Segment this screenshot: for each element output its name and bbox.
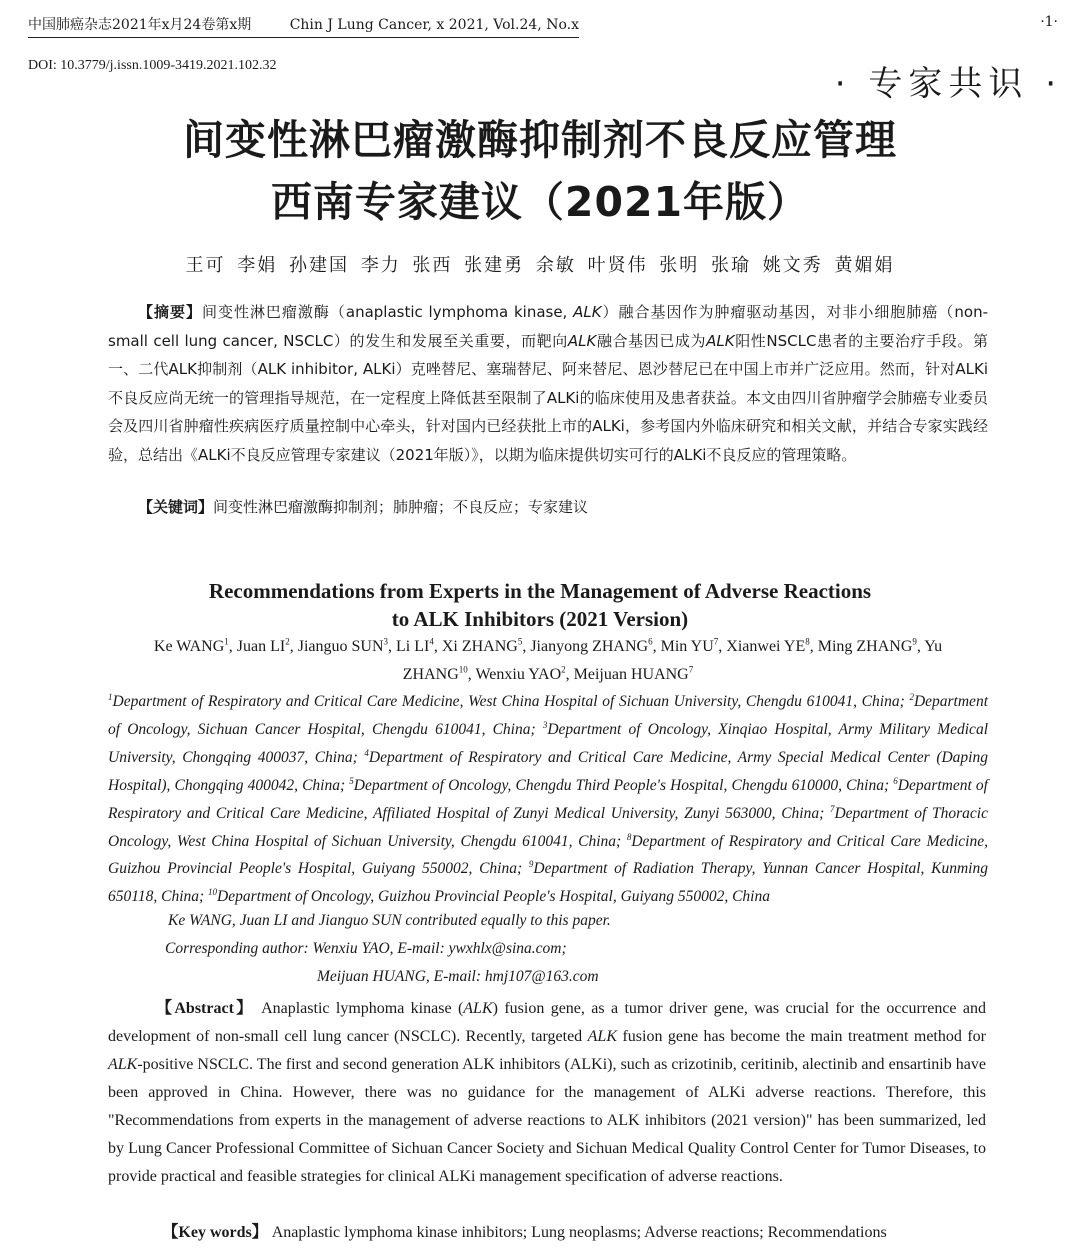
author-affiliation-mark: 10 [458, 664, 468, 675]
affiliation-number: 6 [893, 775, 898, 786]
en-abstract-gene: ALK [108, 1056, 138, 1073]
affiliation-number: 7 [829, 803, 835, 814]
author-affiliation-mark: 1 [224, 636, 229, 647]
affiliation-text: Department of Respiratory and Critical Care Medicine, Guizhou Provincial People's Hospital, Guiyang 550002, China; [108, 832, 988, 878]
author-affiliation-mark: 2 [285, 636, 290, 647]
cn-keywords [108, 493, 988, 521]
cn-authors: 王可 李娟 孙建国 李力 张西 张建勇 余敏 叶贤伟 张明 张瑜 姚文秀 黄媚娟 [185, 255, 895, 276]
en-abstract-gene: ALK [587, 1028, 617, 1045]
en-abstract-text: fusion gene has become the main treatment method for [616, 1028, 986, 1045]
journal-name-cn: 中国肺癌杂志2021年x月24卷第x期 [28, 17, 252, 33]
en-keywords [108, 1219, 986, 1247]
affiliation-text: Department of Thoracic Oncology, West China Hospital of Sichuan University, Chengdu 610041, China; [108, 804, 988, 850]
cn-abstract-label: 【摘要】 [138, 303, 202, 321]
author-name: Wenxiu YAO [475, 666, 562, 683]
contribution-note: Ke WANG, Juan LI and Jianguo SUN contributed equally to this paper. [168, 912, 611, 929]
affiliation-text: Department of Respiratory and Critical Care Medicine, Army Special Medical Center (Daping Hospital), Chongqing 400042, China; [108, 748, 988, 794]
corresponding-author-1: Corresponding author: Wenxiu YAO, E-mail: ywxhlx@sina.com; [165, 940, 567, 957]
affiliation-text: Department of Oncology, Guizhou Provincial People's Hospital, Guiyang 550002, China [217, 888, 770, 906]
en-abstract-text: Anaplastic lymphoma kinase ( [254, 1000, 464, 1017]
en-abstract-text: -positive NSCLC. The first and second generation ALK inhibitors (ALKi), such as crizotinib, ceritinib, alectinib and ensartinib have been approved in China. However, there was no guidance for the management of ALKi adverse reactions. Therefore, this "Recommendations from experts in the management of adverse reactions to ALK inhibitors (2021 version)" has been summarized, led by Lung Cancer Professional Committee of Sichuan Cancer Society and Sichuan Medical Quality Control Center for Tumor Diseases, to provide practical and feasible strategies for clinical ALKi management specification of adverse reactions. [108, 1056, 986, 1185]
author-name: Min YU [660, 638, 714, 655]
affiliation-number: 10 [208, 887, 218, 898]
author-affiliation-mark: 5 [517, 636, 523, 647]
affiliation-text: Department of Respiratory and Critical Care Medicine, Affiliated Hospital of Zunyi Medical University, Zunyi 563000, China; [108, 776, 988, 822]
author-name: Yu ZHANG [402, 638, 943, 683]
affiliation-text: Department of Oncology, Chengdu Third People's Hospital, Chengdu 610000, China; [353, 776, 894, 794]
en-keywords-label: 【Key words】 [162, 1224, 268, 1241]
cn-keywords-text: 间变性淋巴瘤激酶抑制剂；肺肿瘤；不良反应；专家建议 [213, 498, 589, 516]
author-name: Jianyong ZHANG [530, 638, 649, 655]
en-keywords-text: Anaplastic lymphoma kinase inhibitors; Lung neoplasms; Adverse reactions; Recommendations [267, 1224, 887, 1241]
page-number: ·1· [1040, 14, 1058, 30]
affiliation-number: 4 [364, 747, 369, 758]
author-name: Ke WANG [153, 638, 225, 655]
cn-title-line1: 间变性淋巴瘤激酶抑制剂不良反应管理 [183, 116, 897, 164]
affiliation-number: 5 [349, 775, 354, 786]
running-header [28, 14, 579, 38]
journal-name-en: Chin J Lung Cancer, x 2021, Vol.24, No.x [289, 17, 579, 33]
author-name: Juan LI [236, 638, 286, 655]
author-name: Meijuan HUANG [573, 666, 689, 683]
affiliation-number: 3 [542, 719, 548, 730]
affiliation-text: Department of Oncology, Xinqiao Hospital, Army Military Medical University, Chongqing 400037, China; [108, 720, 988, 766]
author-name: Ming ZHANG [817, 638, 913, 655]
cn-abstract-gene: ALK [706, 331, 735, 350]
author-affiliation-mark: 8 [805, 636, 810, 647]
column-label: · 专家共识 · [834, 64, 1062, 104]
author-name: Xianwei YE [726, 638, 806, 655]
author-name: Jianguo SUN [297, 638, 384, 655]
corresponding-author-2: Meijuan HUANG, E-mail: hmj107@163.com [317, 968, 599, 985]
en-authors: Ke WANG$^1$, Juan $LI^2$, Jianguo SUN$^3$, Li $LI^4$, Xi ZHANG$^5$, Jianyong ZHANG$^6$, Min $YU^7$, Xianwei $YE^8$, Ming ZHANG$^9$, Yu ZHANG$^{10}$, Wenxiu YAO$^2$, Meijuan HUANG$^7$ [153, 636, 943, 683]
affiliation-text: Department of Respiratory and Critical Care Medicine, West China Hospital of Sichuan University, Chengdu 610041, China; [112, 693, 910, 710]
author-affiliation-mark: 7 [688, 664, 694, 675]
en-abstract [108, 995, 986, 1191]
affiliation-number: 1 [108, 691, 113, 702]
en-abstract-gene: ALK [463, 1000, 493, 1017]
cn-abstract-text: ）融合基因作为肿瘤驱动基因，对非小细胞肺癌（non-small cell lung cancer, NSCLC）的发生和发展至关重要，而靶向 [108, 303, 988, 350]
cn-abstract-text: 融合基因已成为 [596, 331, 707, 350]
en-title-line2: to ALK Inhibitors (2021 Version) [391, 607, 689, 631]
en-abstract-label: 【Abstract】 [156, 1000, 255, 1017]
affiliation-text: Department of Radiation Therapy, Yunnan Cancer Hospital, Kunming 650118, China; [108, 860, 988, 906]
author-affiliation-mark: 3 [383, 636, 388, 647]
author-affiliation-mark: 6 [648, 636, 653, 647]
cn-title-line2: 西南专家建议（2021年版） [270, 178, 810, 226]
author-affiliation-mark: 2 [561, 664, 566, 675]
en-affiliations [108, 688, 988, 911]
cn-abstract-text: 间变性淋巴瘤激酶（anaplastic lymphoma kinase, [201, 303, 574, 321]
cn-keywords-label: 【关键词】 [138, 498, 214, 516]
author-affiliation-mark: 7 [713, 636, 719, 647]
cn-abstract-text: 阳性NSCLC患者的主要治疗手段。第一、二代ALK抑制剂（ALK inhibitor, ALKi）克唑替尼、塞瑞替尼、阿来替尼、恩沙替尼已在中国上市并广泛应用。然而，针对ALKi不良反应尚无统一的管理指导规范，在一定程度上降低甚至限制了ALKi的临床使用及患者获益。本文由四川省肿瘤学会肺癌专业委员会及四川省肿瘤性疾病医疗质量控制中心牵头，针对国内已经获批上市的ALKi，参考国内外临床研究和相关文献，并结合专家实践经验，总结出《ALKi不良反应管理专家建议（2021年版）》，以期为临床提供切实可行的ALKi不良反应的管理策略。 [108, 331, 988, 464]
en-abstract-text: ) fusion gene, as a tumor driver gene, was crucial for the occurrence and development of non-small cell lung cancer (NSCLC). Recently, targeted [108, 1000, 986, 1045]
cn-abstract [108, 298, 988, 469]
cn-abstract-gene: ALK [567, 331, 597, 350]
cn-abstract-gene: ALK [573, 303, 602, 321]
affiliation-text: Department of Oncology, Sichuan Cancer Hospital, Chengdu 610041, China; [108, 693, 988, 738]
author-affiliation-mark: 4 [429, 636, 434, 647]
en-title-line1: Recommendations from Experts in the Management of Adverse Reactions [208, 579, 872, 603]
author-name: Li LI [396, 638, 430, 655]
affiliation-number: 8 [626, 831, 632, 842]
author-affiliation-mark: 9 [912, 636, 917, 647]
affiliation-number: 9 [528, 859, 534, 870]
author-name: Xi ZHANG [441, 638, 518, 655]
doi: DOI: 10.3779/j.issn.1009-3419.2021.102.32 [28, 58, 277, 73]
affiliation-number: 2 [909, 691, 914, 702]
